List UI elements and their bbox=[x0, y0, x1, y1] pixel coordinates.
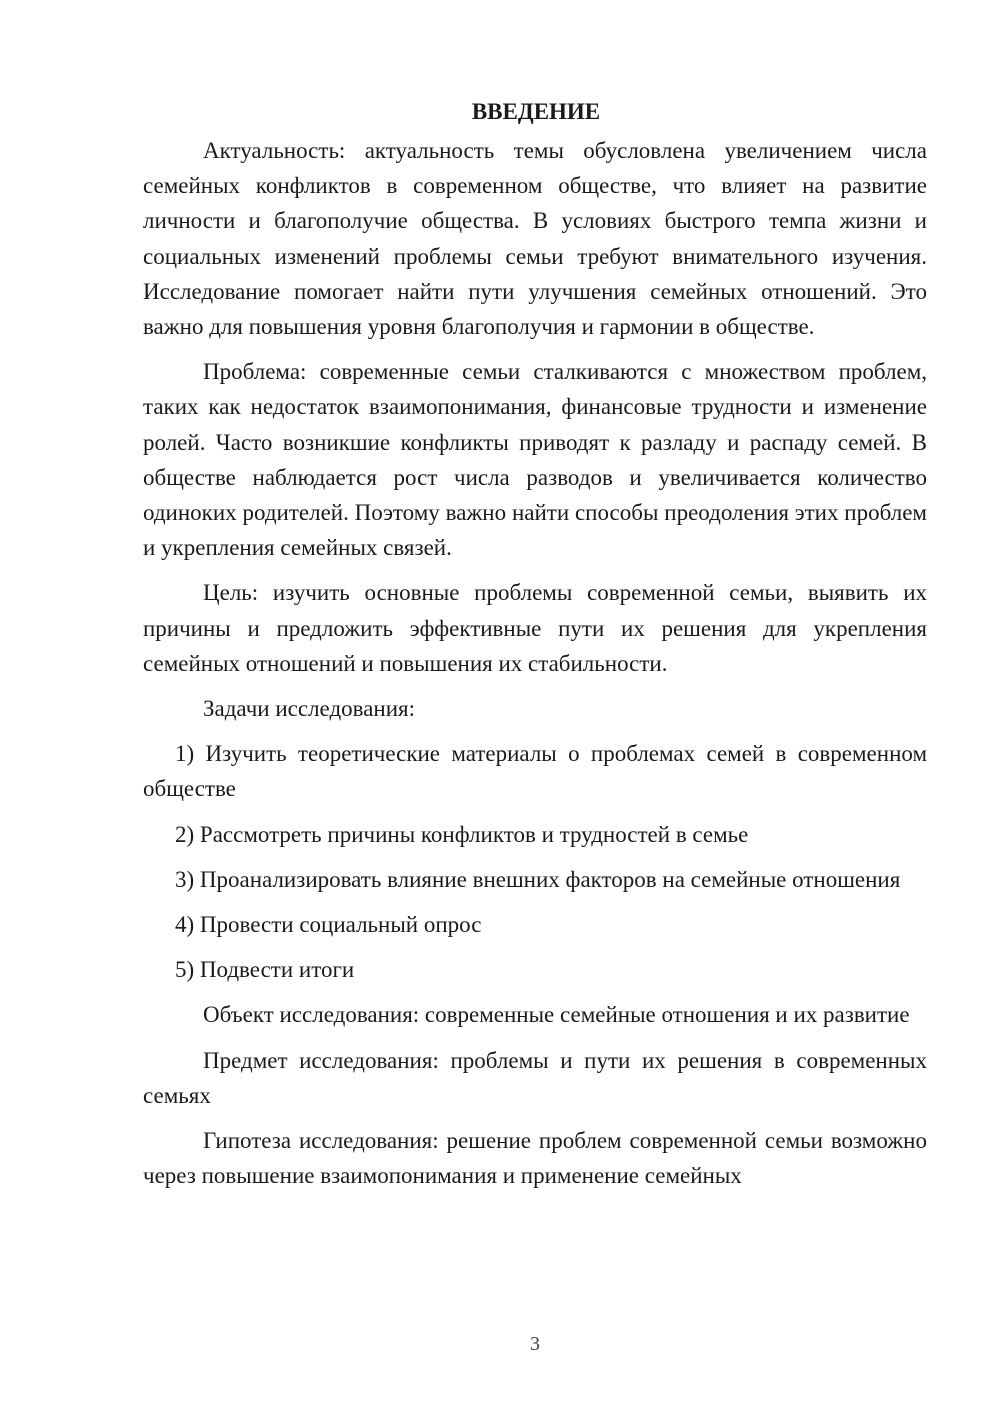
task-item-4: 4) Провести социальный опрос bbox=[175, 912, 482, 938]
task-item-3: 3) Проанализировать влияние внешних факторов на семейные отношения bbox=[175, 866, 901, 892]
relevance-paragraph: Актуальность: актуальность темы обусловлена увеличением числа семейных конфликтов в современном обществе, что влияет на развитие личности и благополучие общества. В условиях быстрого темпа жизни и социальных изменений проблемы семьи требуют внимательного изучения. Исследование помогает найти пути улучшения семейных отношений. Это важно для повышения уровня благополучия и гармонии в обществе. bbox=[143, 138, 927, 340]
task-item-5: 5) Подвести итоги bbox=[175, 957, 355, 983]
page-title: ВВЕДЕНИЕ bbox=[471, 99, 601, 124]
hypothesis-paragraph: Гипотеза исследования: решение проблем современной семьи возможно через повышение взаимопонимания и применение семейных bbox=[143, 1128, 927, 1189]
document-page bbox=[143, 94, 927, 1203]
subject-paragraph: Предмет исследования: проблемы и пути их решения в современных семьях bbox=[143, 1047, 927, 1108]
task-item-2: 2) Рассмотреть причины конфликтов и трудностей в семье bbox=[175, 821, 749, 847]
tasks-title: Задачи исследования: bbox=[203, 696, 416, 722]
goal-paragraph: Цель: изучить основные проблемы современной семьи, выявить их причины и предложить эффективные пути их решения для укрепления семейных отношений и повышения их стабильности. bbox=[143, 580, 927, 676]
problem-paragraph: Проблема: современные семьи сталкиваются с множеством проблем, таких как недостаток взаимопонимания, финансовые трудности и изменение ролей. Часто возникшие конфликты приводят к разладу и распаду семей. В обществе наблюдается рост числа разводов и увеличивается количество одиноких родителей. Поэтому важно найти способы преодоления этих проблем и укрепления семейных связей. bbox=[143, 359, 927, 561]
task-item-1: 1) Изучить теоретические материалы о проблемах семей в современном обществе bbox=[143, 741, 927, 802]
object-paragraph: Объект исследования: современные семейные отношения и их развитие bbox=[203, 1002, 910, 1028]
page-number: 3 bbox=[530, 1333, 540, 1355]
